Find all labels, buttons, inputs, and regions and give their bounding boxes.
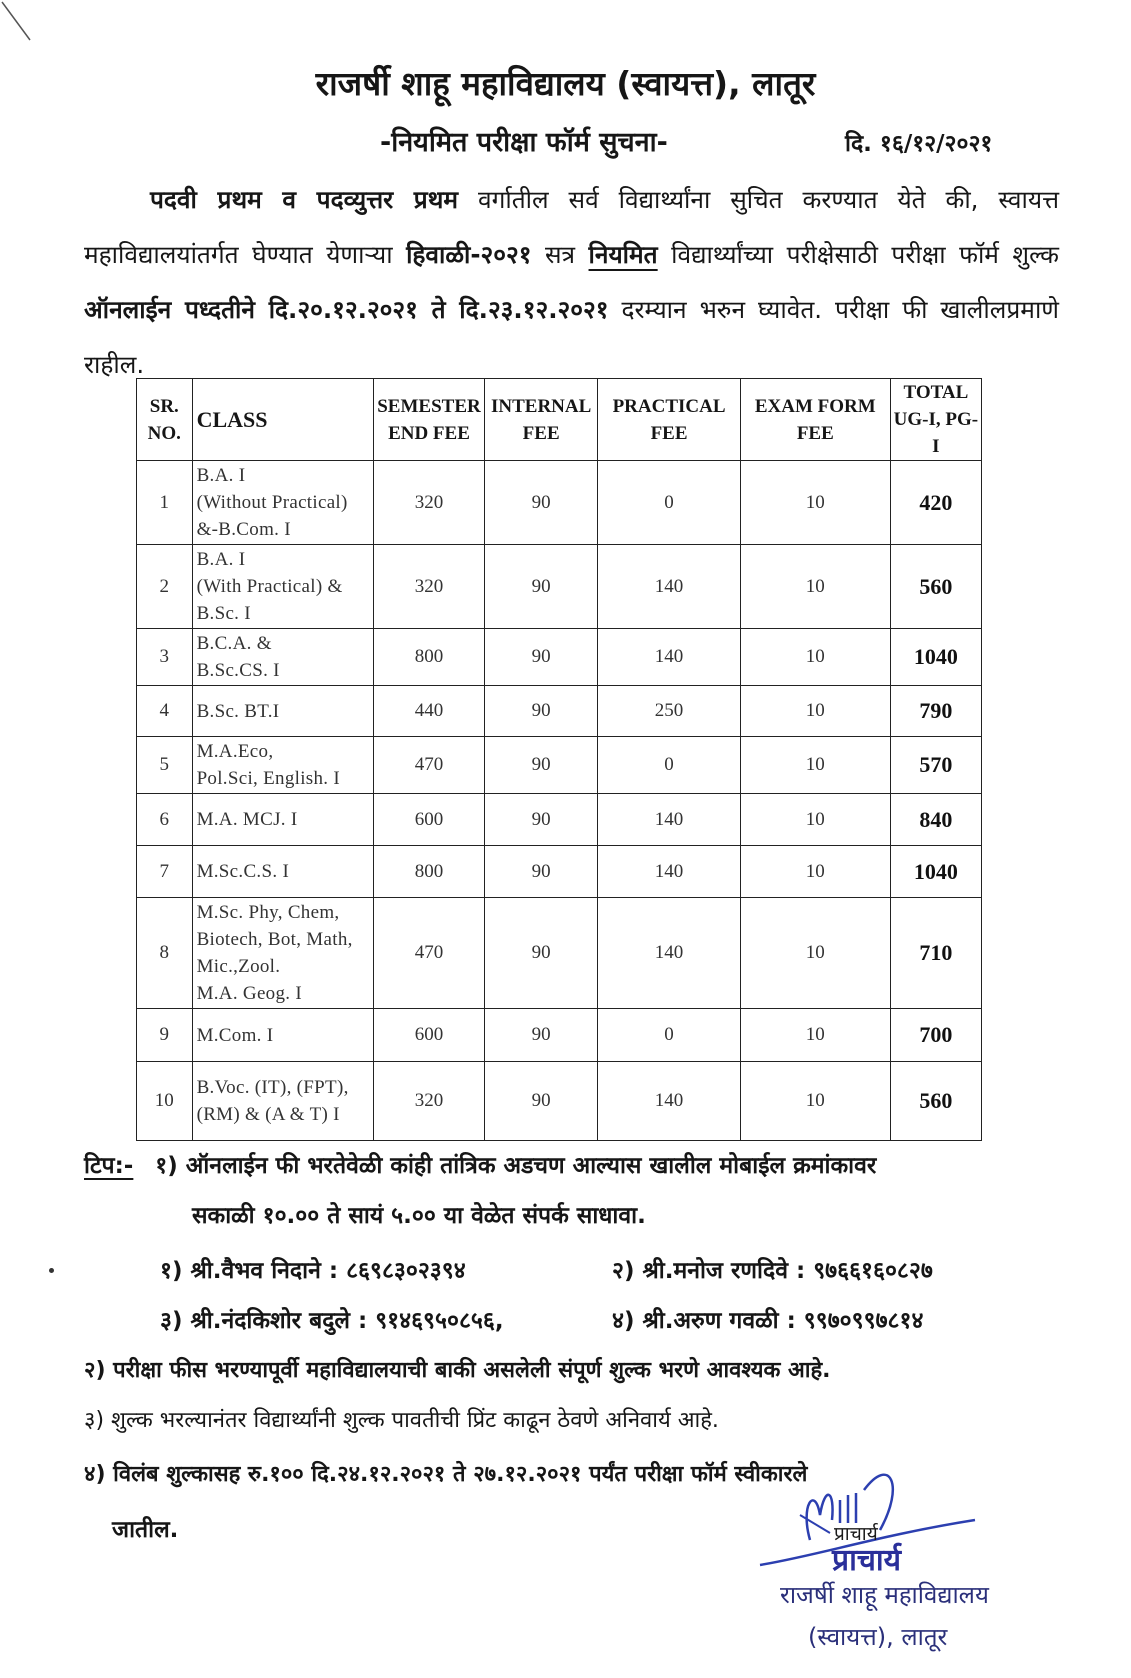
- cell-semester-fee: 600: [373, 794, 484, 846]
- intro-text-4: दरम्यान भरुन घ्यावेत. परीक्षा फी खालीलप्रमाणे राहील.: [84, 295, 1059, 379]
- notice-date: दि. १६/१२/२०२१: [845, 131, 993, 157]
- contact-1: [160, 1253, 466, 1285]
- intro-text-1: वर्गातील सर्व विद्यार्थ्यांना सुचित करण्यात येते की, स्वायत्त महाविद्यालयांतर्गत घेण्यात येणाऱ्या: [84, 185, 1059, 269]
- note-3-text: ३) शुल्क भरल्यानंतर विद्यार्थ्यांनी शुल्क पावतीची प्रिंट काढून ठेवणे अनिवार्य आहे.: [84, 1408, 719, 1433]
- table-row: [137, 545, 982, 629]
- table-row: [137, 461, 982, 545]
- contact-2: [612, 1253, 933, 1285]
- cell-total: 710: [890, 898, 981, 1009]
- cell-exam-form-fee: 10: [740, 686, 890, 737]
- table-row: [137, 686, 982, 737]
- cell-exam-form-fee: 10: [740, 461, 890, 545]
- intro-bold-class: पदवी प्रथम व पदव्युत्तर प्रथम: [150, 185, 459, 214]
- header-class: CLASS: [192, 379, 373, 461]
- note-4-text: ४) विलंब शुल्कासह रु.१०० दि.२४.१२.२०२१ ते २७.१२.२०२१ पर्यंत परीक्षा फॉर्म स्वीकारले: [84, 1462, 808, 1487]
- cell-practical-fee: 0: [598, 737, 741, 794]
- table-row: [137, 794, 982, 846]
- scan-speck: [49, 1268, 54, 1273]
- cell-exam-form-fee: 10: [740, 545, 890, 629]
- cell-class: B.A. I (Without Practical) &-B.Com. I: [192, 461, 373, 545]
- contact-2-text: २) श्री.मनोज रणदिवे : ९७६६१६०८२७: [612, 1258, 933, 1284]
- note-1-text: १) ऑनलाईन फी भरतेवेळी कांही तांत्रिक अडचण आल्यास खालील मोबाईल क्रमांकावर: [155, 1153, 877, 1179]
- note-1-line-2: [192, 1198, 646, 1230]
- cell-sr: 6: [137, 794, 193, 846]
- college-title: राजर्षी शाहू महाविद्यालय (स्वायत्त), लातूर: [315, 64, 816, 103]
- contact-3-text: ३) श्री.नंदकिशोर बदुले : ९१४६९५०८५६,: [160, 1308, 504, 1334]
- table-row: [137, 898, 982, 1009]
- table-row: [137, 846, 982, 898]
- notes-label: टिप:-: [84, 1153, 134, 1179]
- cell-practical-fee: 140: [598, 629, 741, 686]
- cell-total: 700: [890, 1009, 981, 1062]
- cell-class: M.A. MCJ. I: [192, 794, 373, 846]
- note-1-line-1: [84, 1148, 876, 1180]
- cell-semester-fee: 320: [373, 545, 484, 629]
- cell-sr: 2: [137, 545, 193, 629]
- scan-corner-mark: [0, 0, 40, 45]
- cell-practical-fee: 140: [598, 846, 741, 898]
- college-stamp-line-1: राजर्षी शाहू महाविद्यालय: [780, 1581, 989, 1609]
- cell-exam-form-fee: 10: [740, 1062, 890, 1141]
- note-4-line-1: [84, 1458, 807, 1488]
- cell-sr: 8: [137, 898, 193, 1009]
- cell-semester-fee: 800: [373, 846, 484, 898]
- cell-sr: 5: [137, 737, 193, 794]
- cell-semester-fee: 320: [373, 1062, 484, 1141]
- intro-text-3: विद्यार्थ्यांच्या परीक्षेसाठी परीक्षा फॉर्म शुल्क: [671, 240, 1059, 269]
- cell-total: 840: [890, 794, 981, 846]
- table-row: [137, 629, 982, 686]
- cell-sr: 10: [137, 1062, 193, 1141]
- cell-semester-fee: 440: [373, 686, 484, 737]
- note-4-line-2: [112, 1512, 178, 1544]
- cell-internal-fee: 90: [485, 1062, 598, 1141]
- table-row: [137, 1009, 982, 1062]
- header-internal-fee: INTERNAL FEE: [485, 379, 598, 461]
- cell-internal-fee: 90: [485, 794, 598, 846]
- header-total: TOTAL UG-I, PG-I: [890, 379, 981, 461]
- intro-text-2: सत्र: [544, 240, 576, 269]
- cell-semester-fee: 600: [373, 1009, 484, 1062]
- intro-session: हिवाळी-२०२१: [406, 240, 532, 269]
- cell-class: M.Sc. Phy, Chem, Biotech, Bot, Math, Mic.,Zool. M.A. Geog. I: [192, 898, 373, 1009]
- cell-semester-fee: 470: [373, 737, 484, 794]
- cell-class: B.Sc. BT.I: [192, 686, 373, 737]
- table-row: [137, 1062, 982, 1141]
- table-row: [137, 737, 982, 794]
- cell-class: M.A.Eco, Pol.Sci, English. I: [192, 737, 373, 794]
- cell-internal-fee: 90: [485, 1009, 598, 1062]
- intro-online-dates: ऑनलाईन पध्दतीने दि.२०.१२.२०२१ ते दि.२३.१२.२०२१: [84, 295, 609, 324]
- cell-practical-fee: 140: [598, 898, 741, 1009]
- header-practical-fee: PRACTICAL FEE: [598, 379, 741, 461]
- cell-practical-fee: 140: [598, 794, 741, 846]
- cell-internal-fee: 90: [485, 686, 598, 737]
- cell-internal-fee: 90: [485, 846, 598, 898]
- cell-sr: 9: [137, 1009, 193, 1062]
- cell-class: M.Com. I: [192, 1009, 373, 1062]
- cell-total: 1040: [890, 629, 981, 686]
- note-4-end: जातील.: [112, 1517, 179, 1543]
- note-1-hours: सकाळी १०.०० ते सायं ५.०० या वेळेत संपर्क साधावा.: [192, 1203, 646, 1229]
- cell-class: B.A. I (With Practical) & B.Sc. I: [192, 545, 373, 629]
- cell-semester-fee: 800: [373, 629, 484, 686]
- cell-exam-form-fee: 10: [740, 898, 890, 1009]
- cell-exam-form-fee: 10: [740, 737, 890, 794]
- cell-internal-fee: 90: [485, 629, 598, 686]
- note-2-text: २) परीक्षा फीस भरण्यापूर्वी महाविद्यालयाची बाकी असलेली संपूर्ण शुल्क भरणे आवश्यक आहे.: [84, 1358, 831, 1383]
- principal-label: प्राचार्य: [834, 1523, 878, 1545]
- contact-4: [612, 1303, 923, 1335]
- notice-subtitle: -नियमित परीक्षा फॉर्म सुचना-: [380, 127, 668, 158]
- cell-sr: 1: [137, 461, 193, 545]
- cell-class: M.Sc.C.S. I: [192, 846, 373, 898]
- cell-sr: 7: [137, 846, 193, 898]
- contact-3: [160, 1303, 504, 1335]
- cell-total: 790: [890, 686, 981, 737]
- table-header-row: [137, 379, 982, 461]
- header-exam-form-fee: EXAM FORM FEE: [740, 379, 890, 461]
- fee-table: [136, 378, 982, 1141]
- cell-practical-fee: 140: [598, 545, 741, 629]
- cell-practical-fee: 250: [598, 686, 741, 737]
- cell-sr: 4: [137, 686, 193, 737]
- cell-class: B.Voc. (IT), (FPT), (RM) & (A & T) I: [192, 1062, 373, 1141]
- principal-stamp: प्राचार्य: [832, 1543, 902, 1578]
- intro-regular: नियमित: [588, 240, 658, 269]
- cell-internal-fee: 90: [485, 898, 598, 1009]
- cell-exam-form-fee: 10: [740, 1009, 890, 1062]
- cell-exam-form-fee: 10: [740, 846, 890, 898]
- cell-total: 570: [890, 737, 981, 794]
- cell-semester-fee: 320: [373, 461, 484, 545]
- cell-practical-fee: 0: [598, 461, 741, 545]
- cell-internal-fee: 90: [485, 545, 598, 629]
- contact-4-text: ४) श्री.अरुण गवळी : ९९७०९९७८१४: [612, 1308, 924, 1334]
- header-sr-no: SR. NO.: [137, 379, 193, 461]
- cell-total: 560: [890, 1062, 981, 1141]
- cell-total: 420: [890, 461, 981, 545]
- contact-1-text: १) श्री.वैभव निदाने : ८६९८३०२३९४: [160, 1258, 466, 1284]
- cell-exam-form-fee: 10: [740, 794, 890, 846]
- cell-total: 1040: [890, 846, 981, 898]
- cell-internal-fee: 90: [485, 737, 598, 794]
- cell-practical-fee: 0: [598, 1009, 741, 1062]
- note-2: [84, 1354, 831, 1384]
- cell-practical-fee: 140: [598, 1062, 741, 1141]
- college-stamp-line-2: (स्वायत्त), लातूर: [808, 1623, 948, 1651]
- note-3: [84, 1404, 719, 1434]
- header-semester-end-fee: SEMESTER END FEE: [373, 379, 484, 461]
- cell-semester-fee: 470: [373, 898, 484, 1009]
- cell-internal-fee: 90: [485, 461, 598, 545]
- cell-class: B.C.A. & B.Sc.CS. I: [192, 629, 373, 686]
- cell-exam-form-fee: 10: [740, 629, 890, 686]
- cell-total: 560: [890, 545, 981, 629]
- intro-paragraph: [84, 172, 1059, 392]
- cell-sr: 3: [137, 629, 193, 686]
